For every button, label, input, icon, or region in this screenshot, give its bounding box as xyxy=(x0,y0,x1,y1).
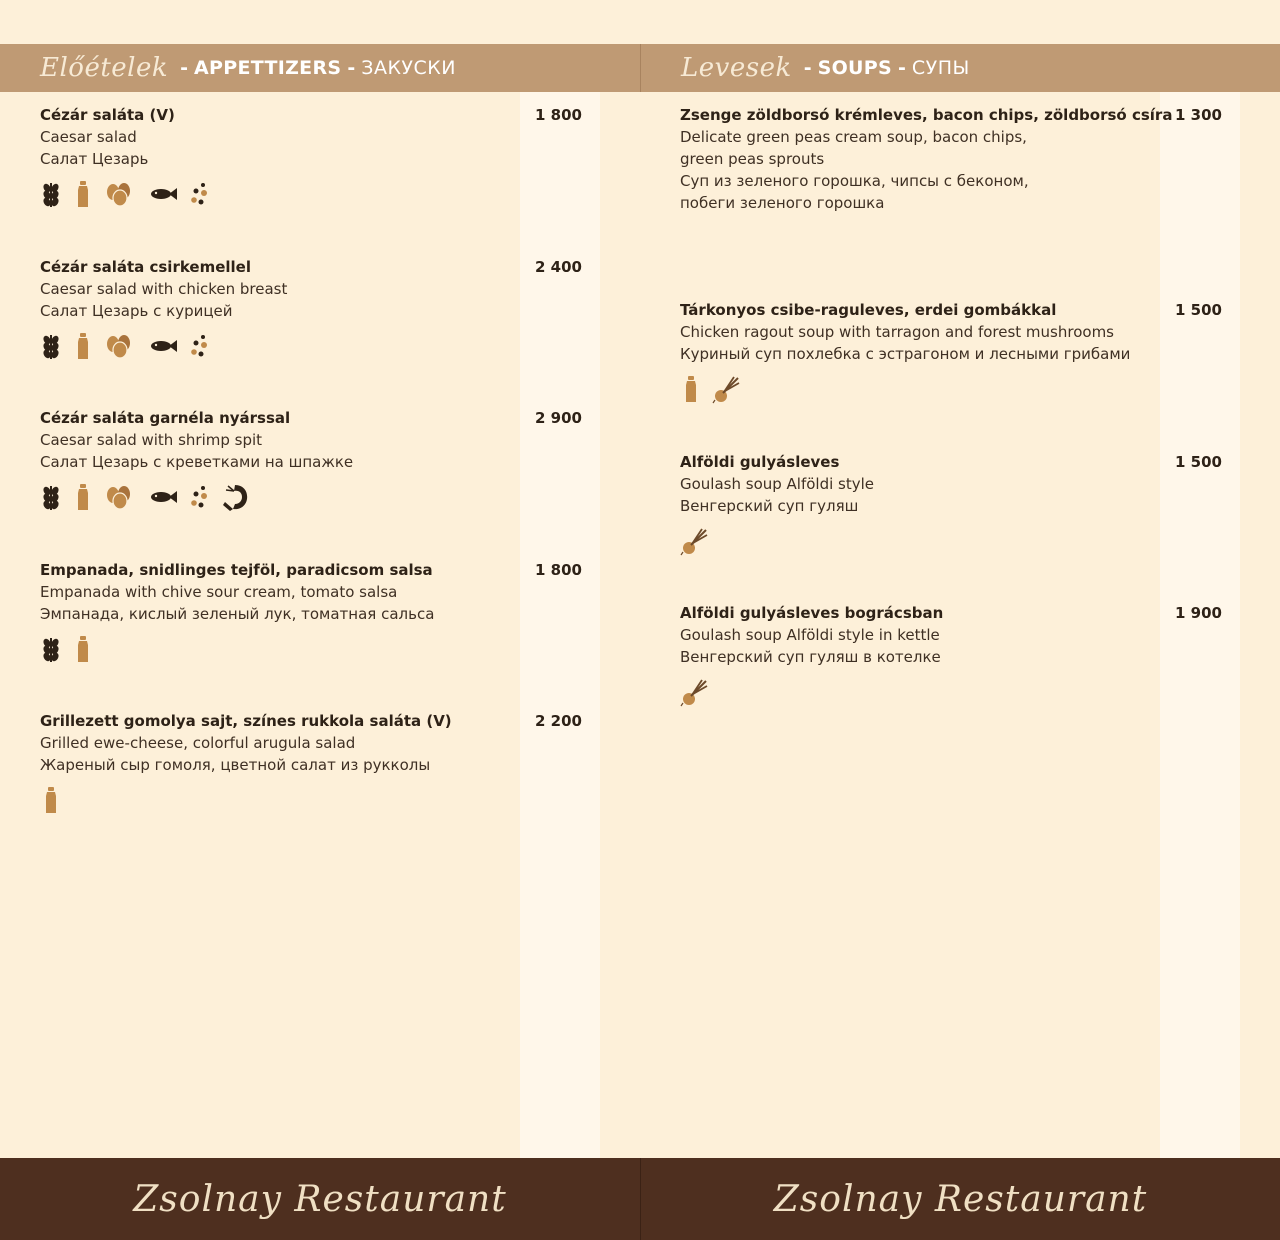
item-desc-line: Суп из зеленого горошка, чипсы с беконом, xyxy=(680,172,1029,190)
item-russian: Салат Цезарь xyxy=(40,150,149,168)
item-desc-line: Куриный суп похлебка с эстрагоном и лесными грибами xyxy=(680,345,1131,363)
item-english: Grilled ewe-cheese, colorful arugula salad xyxy=(40,734,356,752)
menu-item xyxy=(40,710,600,816)
allergen-icons xyxy=(40,481,600,513)
allergen-icons xyxy=(680,373,1240,405)
milk-icon xyxy=(72,179,94,209)
item-russian: Салат Цезарь с курицей xyxy=(40,302,233,320)
item-russian: Жареный сыр гомоля, цветной салат из рукколы xyxy=(40,756,431,774)
item-desc-line: побеги зеленого горошка xyxy=(680,194,885,212)
item-english: Caesar salad with chicken breast xyxy=(40,280,288,298)
menu-item xyxy=(40,256,600,362)
item-name: Grillezett gomolya sajt, színes rukkola saláta (V) xyxy=(40,712,452,730)
restaurant-logo: Zsolnay Restaurant xyxy=(133,1178,507,1220)
header-english-title: APPETTIZERS xyxy=(194,57,342,79)
milk-icon xyxy=(72,634,94,664)
allergen-icons xyxy=(680,525,1240,557)
egg-icon xyxy=(104,482,138,512)
item-price: 1 300 xyxy=(1175,106,1222,124)
item-name: Cézár saláta garnéla nyárssal xyxy=(40,409,291,427)
item-name: Tárkonyos csibe-raguleves, erdei gombákkal xyxy=(680,301,1057,319)
item-price: 1 500 xyxy=(1175,301,1222,319)
gluten-icon xyxy=(40,331,62,361)
item-english: Caesar salad xyxy=(40,128,137,146)
fish-icon xyxy=(148,179,178,209)
soups-page xyxy=(640,0,1280,1240)
soups-header: Levesek - SOUPS - СУПЫ xyxy=(640,44,1280,92)
allergen-icons xyxy=(40,178,600,210)
milk-icon xyxy=(72,482,94,512)
fish-icon xyxy=(148,482,178,512)
appetizers-header: Előételek - APPETTIZERS - ЗАКУСКИ xyxy=(0,44,640,92)
item-name: Empanada, snidlinges tejföl, paradicsom salsa xyxy=(40,561,433,579)
menu-item xyxy=(40,104,600,210)
item-price: 2 400 xyxy=(535,258,582,276)
mustard-icon xyxy=(188,179,210,209)
egg-icon xyxy=(104,331,138,361)
item-desc-line: Chicken ragout soup with tarragon and forest mushrooms xyxy=(680,323,1114,341)
celery-icon xyxy=(712,374,742,404)
item-desc-line: Delicate green peas cream soup, bacon chips, xyxy=(680,128,1027,146)
item-name: Zsenge zöldborsó krémleves, bacon chips, zöldborsó csíra xyxy=(680,106,1173,124)
mustard-icon xyxy=(188,331,210,361)
item-russian: Эмпанада, кислый зеленый лук, томатная сальса xyxy=(40,605,435,623)
item-desc-line: Goulash soup Alföldi style xyxy=(680,475,875,493)
header-script-title: Előételek xyxy=(40,53,169,83)
mustard-icon xyxy=(188,482,210,512)
item-name: Alföldi gulyásleves xyxy=(680,453,840,471)
menu-item xyxy=(680,299,1240,405)
header-script-title: Levesek xyxy=(681,53,792,83)
item-desc-line: Венгерский суп гуляш xyxy=(680,497,859,515)
item-russian: Салат Цезарь с креветками на шпажке xyxy=(40,453,354,471)
item-price: 1 800 xyxy=(535,561,582,579)
menu-item xyxy=(680,602,1240,708)
item-name: Alföldi gulyásleves bográcsban xyxy=(680,604,944,622)
allergen-icons xyxy=(40,633,600,665)
milk-icon xyxy=(72,331,94,361)
menu-item xyxy=(40,559,600,665)
item-name: Cézár saláta (V) xyxy=(40,106,175,124)
celery-icon xyxy=(680,526,710,556)
celery-icon xyxy=(680,677,710,707)
gluten-icon xyxy=(40,179,62,209)
allergen-icons xyxy=(40,330,600,362)
milk-icon xyxy=(680,374,702,404)
restaurant-footer xyxy=(0,1158,640,1240)
item-english: Caesar salad with shrimp spit xyxy=(40,431,263,449)
header-english-title: SOUPS xyxy=(817,57,892,79)
item-name: Cézár saláta csirkemellel xyxy=(40,258,251,276)
egg-icon xyxy=(104,179,138,209)
menu-item xyxy=(40,407,600,513)
shrimp-icon xyxy=(220,482,250,512)
item-price: 2 200 xyxy=(535,712,582,730)
item-english: Empanada with chive sour cream, tomato salsa xyxy=(40,583,398,601)
header-russian-title: СУПЫ xyxy=(911,57,970,79)
allergen-icons xyxy=(40,784,600,816)
item-desc-line: Goulash soup Alföldi style in kettle xyxy=(680,626,940,644)
menu-item xyxy=(680,451,1240,557)
item-price: 1 900 xyxy=(1175,604,1222,622)
fish-icon xyxy=(148,331,178,361)
header-russian-title: ЗАКУСКИ xyxy=(361,57,456,79)
milk-icon xyxy=(40,785,62,815)
item-price: 2 900 xyxy=(535,409,582,427)
gluten-icon xyxy=(40,634,62,664)
item-price: 1 800 xyxy=(535,106,582,124)
item-desc-line: Венгерский суп гуляш в котелке xyxy=(680,648,941,666)
allergen-icons xyxy=(680,676,1240,708)
gluten-icon xyxy=(40,482,62,512)
item-price: 1 500 xyxy=(1175,453,1222,471)
restaurant-logo: Zsolnay Restaurant xyxy=(773,1178,1148,1220)
item-desc-line: green peas sprouts xyxy=(680,150,825,168)
restaurant-footer xyxy=(640,1158,1280,1240)
menu-item xyxy=(680,104,1240,214)
